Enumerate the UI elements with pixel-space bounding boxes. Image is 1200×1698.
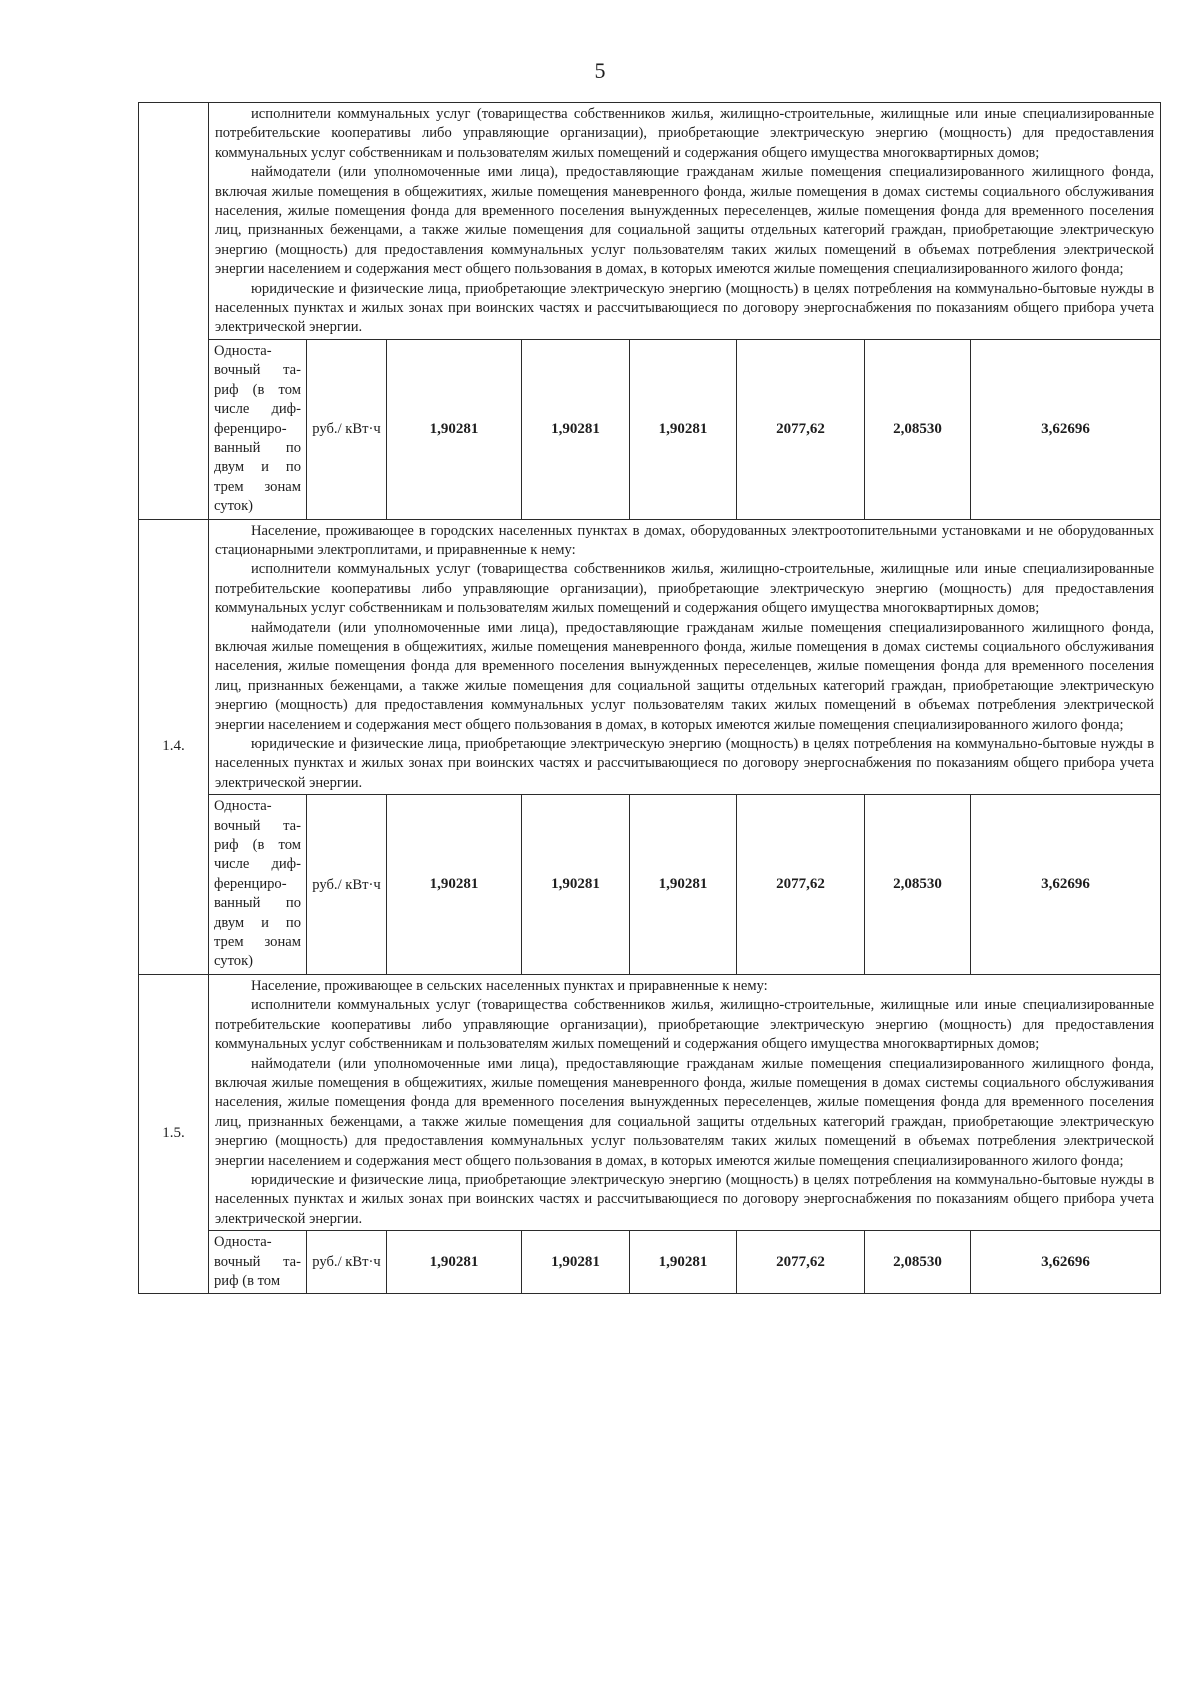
tariff-value: 2077,62 [737, 339, 865, 519]
section-1-5 [139, 974, 1161, 1230]
section-continuation [139, 103, 1161, 340]
tariff-unit: руб./ кВт·ч [307, 795, 387, 975]
tariff-value: 1,90281 [630, 1231, 737, 1294]
tariff-value: 1,90281 [522, 1231, 630, 1294]
tariff-label: Односта-вочный та-риф (в том числе диф-ференциро-ванный по двум и по трем зонам суток) [209, 795, 307, 975]
row-number-cell [139, 519, 209, 974]
tariff-value: 1,90281 [387, 339, 522, 519]
paragraph-legal-entities: юридические и физические лица, приобретающие электрическую энергию (мощность) в целях потребления на коммунально-бытовые нужды в населенных пунктах и жилых зонах при воинских частях и рассчитывающиеся по договору энергоснабжения по показаниям общего прибора учета электрической энергии. [215, 1171, 1155, 1227]
row-number-cell [139, 974, 209, 1294]
tariff-value: 2077,62 [737, 795, 865, 975]
tariff-value: 3,62696 [971, 339, 1161, 519]
tariff-value: 1,90281 [522, 339, 630, 519]
row-number-cell [139, 103, 209, 520]
section-1-4 [139, 519, 1161, 795]
paragraph-landlords: наймодатели (или уполномоченные ими лица), предоставляющие гражданам жилые помещения специализированного жилищного фонда, включая жилые помещения в общежитиях, жилые помещения маневренного фонда, жилые помещения в домах системы социального обслуживания населения, жилые помещения фонда для временного поселения вынужденных переселенцев, жилые помещения фонда для временного поселения лиц, признанных беженцами, а также жилые помещения для социальной защиты отдельных категорий граждан, приобретающие электрическую энергию (мощность) для предоставления коммунальных услуг пользователям таких жилых помещений в объемах потребления электрической энергии населением и содержания мест общего пользования в домах, в которых имеются жилые помещения специализированного жилого фонда; [215, 164, 1155, 278]
section-description [209, 519, 1161, 795]
paragraph-landlords: наймодатели (или уполномоченные ими лица), предоставляющие гражданам жилые помещения специализированного жилищного фонда, включая жилые помещения в общежитиях, жилые помещения маневренного фонда, жилые помещения в домах системы социального обслуживания населения, жилые помещения фонда для временного поселения вынужденных переселенцев, жилые помещения фонда для временного поселения лиц, признанных беженцами, а также жилые помещения для социальной защиты отдельных категорий граждан, приобретающие электрическую энергию (мощность) для предоставления коммунальных услуг пользователям таких жилых помещений в объемах потребления электрической энергии населением и содержания мест общего пользования в домах, в которых имеются жилые помещения специализированного жилого фонда; [215, 1055, 1155, 1169]
tariff-value: 2,08530 [865, 339, 971, 519]
paragraph-legal-entities: юридические и физические лица, приобретающие электрическую энергию (мощность) в целях потребления на коммунально-бытовые нужды в населенных пунктах и жилых зонах при воинских частях и рассчитывающиеся по договору энергоснабжения по показаниям общего прибора учета электрической энергии. [215, 280, 1155, 336]
paragraph-executors: исполнители коммунальных услуг (товарищества собственников жилья, жилищно-строительные, жилищные или иные специализированные потребительские кооперативы либо управляющие организации), приобретающие электрическую энергию (мощность) для предоставления коммунальных услуг собственникам и пользователям жилых помещений и содержания общего имущества многоквартирных домов; [215, 561, 1155, 617]
tariff-label: Односта-вочный та-риф (в том числе диф-ференциро-ванный по двум и по трем зонам суток) [209, 339, 307, 519]
tariff-table [138, 102, 1161, 1294]
tariff-value: 2,08530 [865, 1231, 971, 1294]
tariff-row [139, 339, 1161, 519]
tariff-value: 1,90281 [387, 795, 522, 975]
section-heading: Население, проживающее в городских населенных пунктах в домах, оборудованных электроотопительными установками и не оборудованных стационарными электроплитами, и приравненные к нему: [215, 522, 1155, 558]
tariff-value: 1,90281 [522, 795, 630, 975]
section-heading: Население, проживающее в сельских населенных пунктах и приравненные к нему: [251, 977, 768, 994]
page-number: 5 [594, 58, 606, 83]
tariff-value: 1,90281 [387, 1231, 522, 1294]
paragraph-landlords: наймодатели (или уполномоченные ими лица), предоставляющие гражданам жилые помещения специализированного жилищного фонда, включая жилые помещения в общежитиях, жилые помещения маневренного фонда, жилые помещения в домах системы социального обслуживания населения, жилые помещения фонда для временного поселения вынужденных переселенцев, жилые помещения фонда для временного поселения лиц, признанных беженцами, а также жилые помещения для социальной защиты отдельных категорий граждан, приобретающие электрическую энергию (мощность) для предоставления коммунальных услуг пользователям таких жилых помещений в объемах потребления электрической энергии населением и содержания мест общего пользования в домах, в которых имеются жилые помещения специализированного жилого фонда; [215, 619, 1155, 733]
tariff-value: 1,90281 [630, 795, 737, 975]
tariff-value: 2077,62 [737, 1231, 865, 1294]
section-description [209, 974, 1161, 1230]
section-description [209, 103, 1161, 340]
row-number: 1.4. [162, 738, 185, 754]
tariff-value: 1,90281 [630, 339, 737, 519]
tariff-label: Односта-вочный та-риф (в том [209, 1231, 307, 1294]
tariff-row [139, 795, 1161, 975]
tariff-value: 3,62696 [971, 795, 1161, 975]
tariff-value: 3,62696 [971, 1231, 1161, 1294]
tariff-value: 2,08530 [865, 795, 971, 975]
paragraph-legal-entities: юридические и физические лица, приобретающие электрическую энергию (мощность) в целях потребления на коммунально-бытовые нужды в населенных пунктах и жилых зонах при воинских частях и рассчитывающиеся по договору энергоснабжения по показаниям общего прибора учета электрической энергии. [215, 736, 1155, 791]
tariff-unit: руб./ кВт·ч [307, 339, 387, 519]
paragraph-executors: исполнители коммунальных услуг (товарищества собственников жилья, жилищно-строительные, жилищные или иные специализированные потребительские кооперативы либо управляющие организации), приобретающие электрическую энергию (мощность) для предоставления коммунальных услуг собственникам и пользователям жилых помещений и содержания общего имущества многоквартирных домов; [215, 997, 1155, 1053]
tariff-unit: руб./ кВт·ч [307, 1231, 387, 1294]
row-number: 1.5. [162, 1125, 185, 1142]
paragraph-executors: исполнители коммунальных услуг (товарищества собственников жилья, жилищно-строительные, жилищные или иные специализированные потребительские кооперативы либо управляющие организации), приобретающие электрическую энергию (мощность) для предоставления коммунальных услуг собственникам и пользователям жилых помещений и содержания общего имущества многоквартирных домов; [215, 106, 1155, 161]
tariff-row [139, 1231, 1161, 1294]
